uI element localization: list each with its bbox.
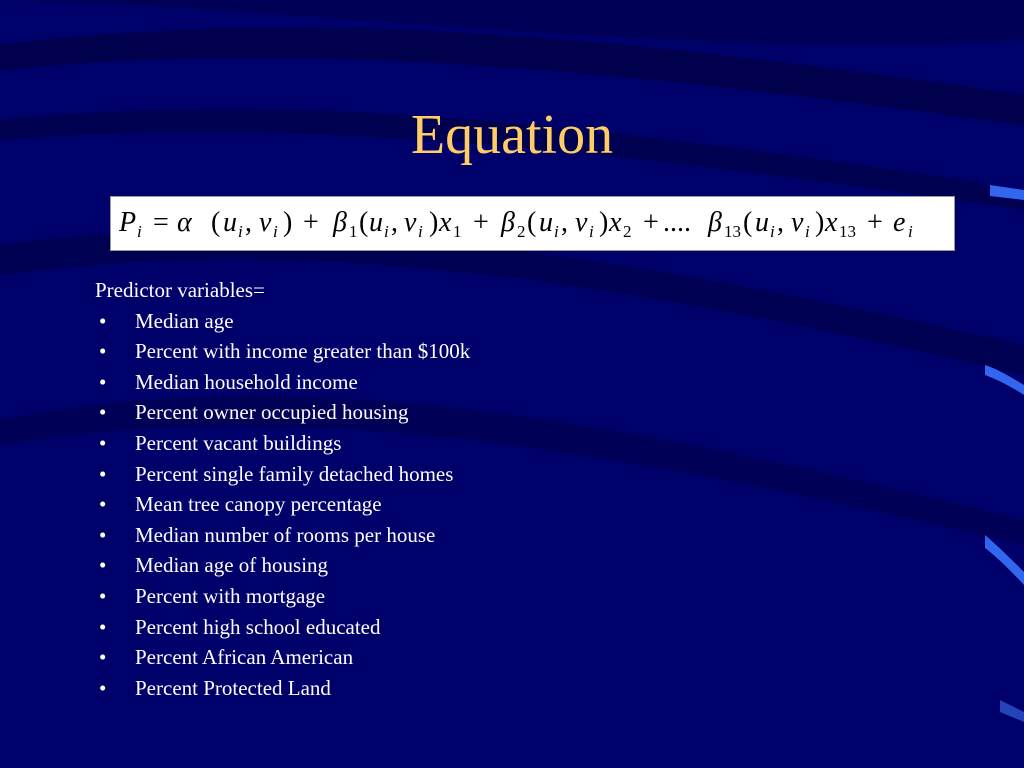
bullet-icon: •	[99, 675, 107, 700]
bullet-icon: •	[99, 461, 107, 486]
list-item-label: Percent high school educated	[135, 614, 381, 639]
list-item	[95, 673, 470, 704]
list-item-label: Mean tree canopy percentage	[135, 492, 382, 517]
list-item	[95, 489, 470, 520]
predictor-section	[95, 275, 470, 703]
list-item	[95, 520, 470, 551]
bullet-icon: •	[99, 492, 107, 517]
bullet-icon: •	[99, 400, 107, 425]
equation-formula	[111, 197, 956, 252]
list-item	[95, 642, 470, 673]
list-item-label: Percent Protected Land	[135, 675, 331, 700]
list-item-label: Percent African American	[135, 645, 354, 670]
bullet-icon: •	[99, 522, 107, 547]
bullet-icon: •	[99, 339, 107, 364]
bullet-icon: •	[99, 645, 107, 670]
list-item-label: Percent vacant buildings	[135, 430, 342, 455]
list-item-label: Median age	[135, 308, 234, 333]
list-item	[95, 367, 470, 398]
bullet-icon: •	[99, 430, 107, 455]
list-item	[95, 428, 470, 459]
list-item-label: Median household income	[135, 369, 358, 394]
bullet-icon: •	[99, 614, 107, 639]
list-item	[95, 612, 470, 643]
list-item-label: Percent with mortgage	[135, 583, 326, 608]
list-item	[95, 459, 470, 490]
list-item-label: Percent single family detached homes	[135, 461, 454, 486]
bullet-icon: •	[99, 553, 107, 578]
bullet-icon: •	[99, 369, 107, 394]
slide-title: Equation	[410, 104, 614, 166]
predictor-list	[95, 306, 470, 704]
list-item	[95, 581, 470, 612]
predictor-heading: Predictor variables=	[95, 278, 265, 302]
list-item	[95, 397, 470, 428]
equation-box	[110, 196, 955, 251]
list-item	[95, 550, 470, 581]
svg-text:P i = α: P i = α ( u i , v i ) + β 1 ( u i , v i ) x 1 + β 2 ( u i , v i ) x 2 + .... β 13 ( u i , v i ) x 13 + e i	[119, 207, 913, 241]
bullet-icon: •	[99, 308, 107, 333]
list-item-label: Percent owner occupied housing	[135, 400, 409, 425]
list-item-label: Median number of rooms per house	[135, 522, 436, 547]
bullet-icon: •	[99, 583, 107, 608]
list-item-label: Percent with income greater than $100k	[135, 339, 471, 364]
list-item	[95, 336, 470, 367]
list-item-label: Median age of housing	[135, 553, 329, 578]
list-item	[95, 306, 470, 337]
